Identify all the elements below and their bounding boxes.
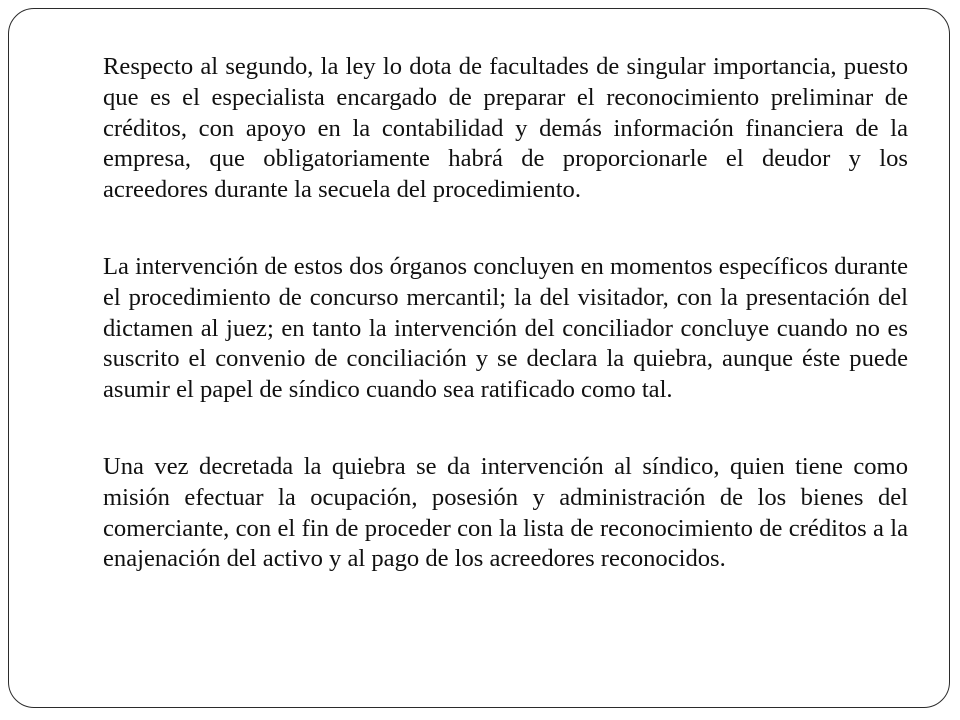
paragraph-quiebra-sindico: Una vez decretada la quiebra se da intervención al síndico, quien tiene como misión efectuar la ocupación, posesión y administración de los bienes del comerciante, con el fin de proceder con la lista de reconocimiento de créditos a la enajenación del activo y al pago de los acreedores reconocidos.: [103, 452, 908, 573]
paragraph-sindico-facultades: Respecto al segundo, la ley lo dota de facultades de singular importancia, puesto que es el especialista encargado de preparar el reconocimiento preliminar de créditos, con apoyo en la contabilidad y demás información financiera de la empresa, que obligatoriamente habrá de proporcionarle el deudor y los acreedores durante la secuela del procedimiento.: [103, 53, 908, 204]
slide-body: [103, 52, 908, 575]
paragraph-intervencion-organos: La intervención de estos dos órganos concluyen en momentos específicos durante el procedimiento de concurso mercantil; la del visitador, con la presentación del dictamen al juez; en tanto la intervención del conciliador concluye cuando no es suscrito el convenio de conciliación y se declara la quiebra, aunque éste puede asumir el papel de síndico cuando sea ratificado como tal.: [103, 252, 908, 404]
